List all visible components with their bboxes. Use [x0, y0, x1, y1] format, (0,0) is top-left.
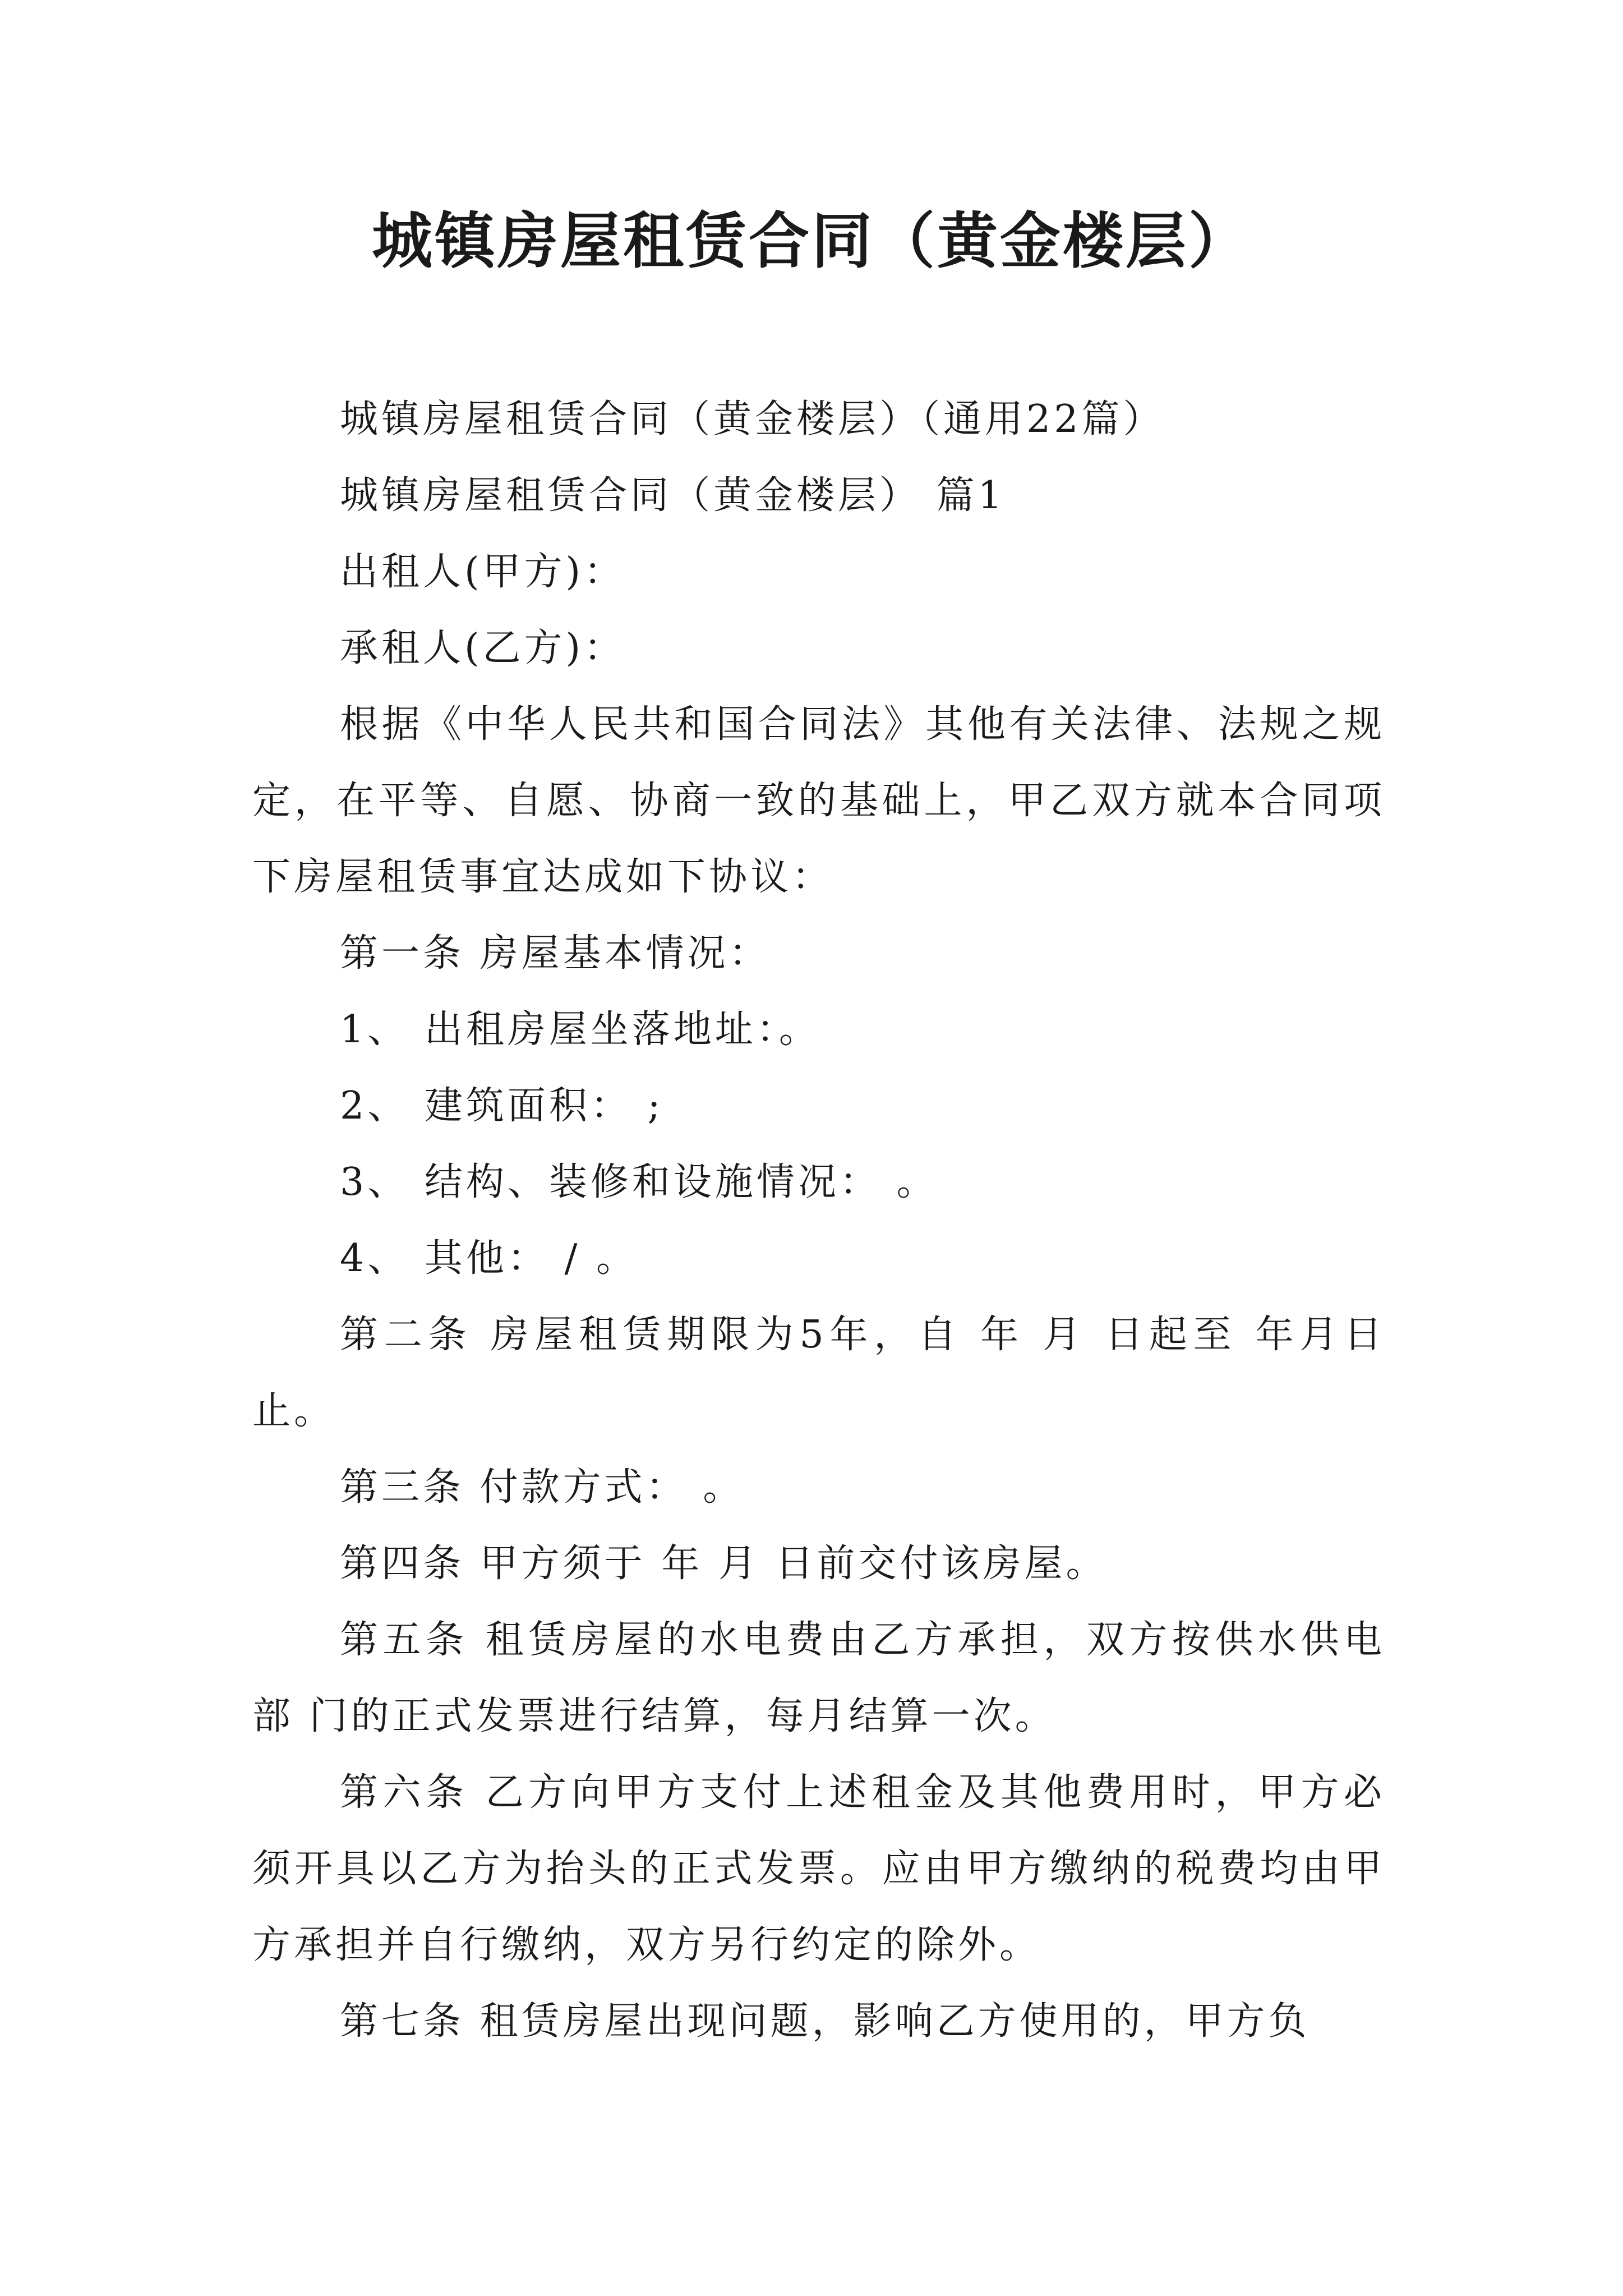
paragraph: 根据《中华人民共和国合同法》其他有关法律、法规之规定，在平等、自愿、协商一致的基础上，甲乙双方就本合同项下房屋租赁事宜达成如下协议： — [252, 702, 1385, 899]
document-body — [252, 381, 1385, 2060]
paragraph: 城镇房屋租赁合同（黄金楼层） 篇1 — [340, 473, 1006, 518]
paragraph: 2、 建筑面积： ; — [340, 1084, 664, 1128]
paragraph: 3、 结构、装修和设施情况： 。 — [340, 1160, 938, 1204]
paragraph: 城镇房屋租赁合同（黄金楼层）（通用22篇） — [340, 397, 1165, 441]
paragraph: 第七条 租赁房屋出现问题，影响乙方使用的，甲方负 — [340, 1999, 1310, 2044]
paragraph: 第二条 房屋租赁期限为5年，自 年 月 日起至 年月日止。 — [252, 1313, 1385, 1433]
paragraph: 4、 其他： / 。 — [340, 1236, 638, 1281]
paragraph: 1、 出租房屋坐落地址：。 — [340, 1007, 820, 1052]
paragraph: 出租人(甲方)： — [340, 550, 626, 594]
paragraph: 第五条 租赁房屋的水电费由乙方承担，双方按供水供电部 门的正式发票进行结算，每月结算一次。 — [252, 1618, 1385, 1738]
paragraph: 第三条 付款方式： 。 — [340, 1465, 745, 1510]
document-title: 城镇房屋租赁合同（黄金楼层） — [371, 206, 1251, 277]
paragraph: 第六条 乙方向甲方支付上述租金及其他费用时，甲方必须开具以乙方为抬头的正式发票。应由甲方缴纳的税费均由甲方承担并自行缴纳，双方另行约定的除外。 — [252, 1770, 1385, 1967]
paragraph: 第一条 房屋基本情况： — [340, 931, 771, 976]
paragraph: 第四条 甲方须于 年 月 日前交付该房屋。 — [340, 1542, 1108, 1586]
paragraph: 承租人(乙方)： — [340, 626, 626, 670]
